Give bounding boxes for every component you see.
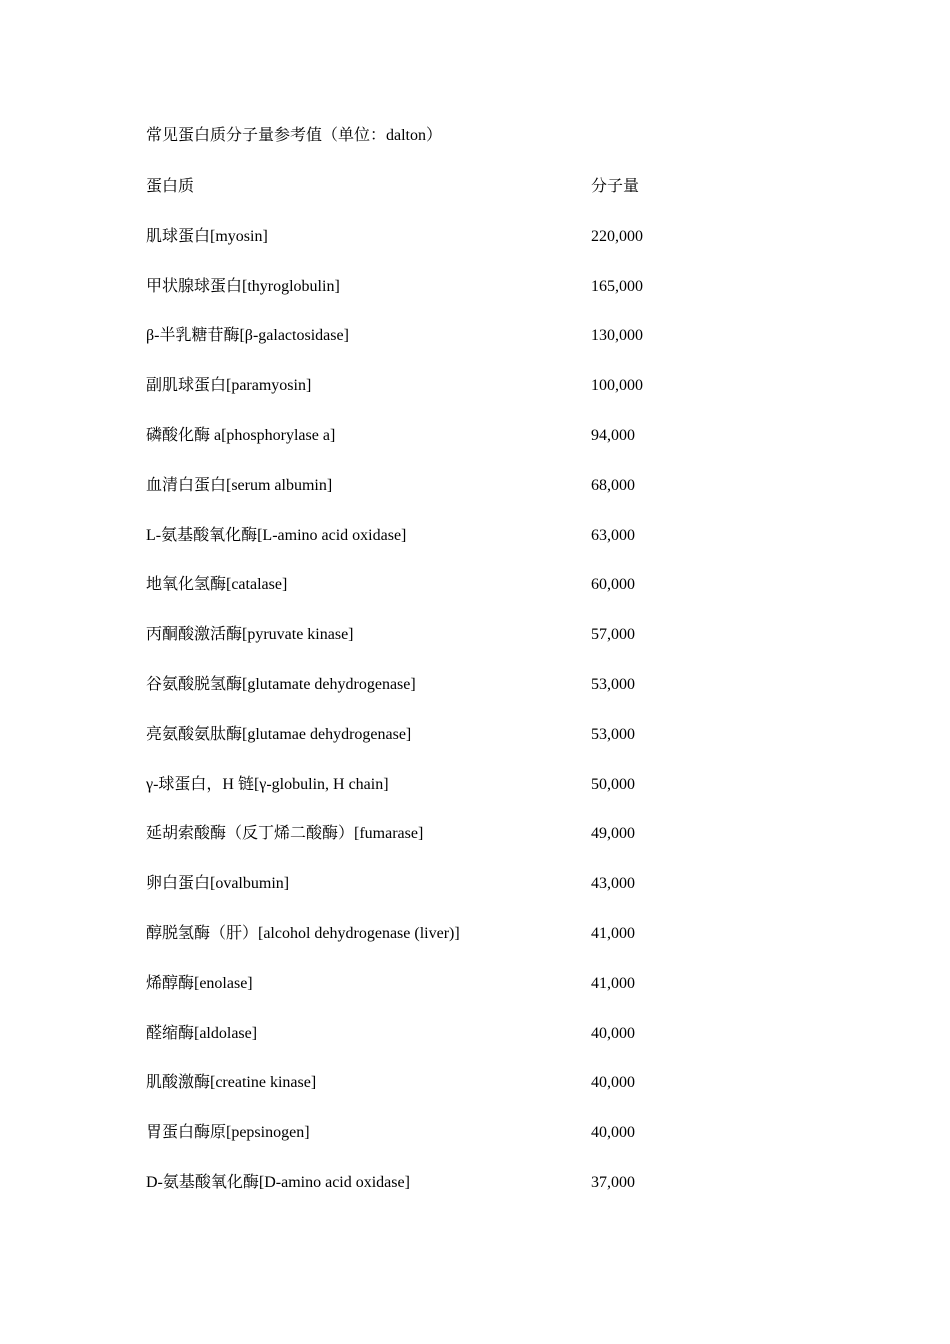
molecular-weight: 220,000: [591, 227, 643, 245]
protein-table: [146, 175, 706, 1221]
table-row: [146, 275, 706, 325]
protein-name: 磷酸化酶 a[phosphorylase a]: [146, 426, 336, 444]
protein-name: 醇脱氢酶（肝）[alcohol dehydrogenase (liver)]: [146, 924, 460, 942]
protein-name: 卵白蛋白[ovalbumin]: [146, 875, 290, 893]
table-row: [146, 623, 706, 673]
table-row: [146, 573, 706, 623]
protein-name: 副肌球蛋白[paramyosin]: [146, 377, 312, 395]
table-row: [146, 1171, 706, 1221]
protein-name: D-氨基酸氧化酶[D-amino acid oxidase]: [146, 1173, 410, 1191]
molecular-weight: 41,000: [591, 974, 635, 992]
molecular-weight: 53,000: [591, 675, 635, 693]
table-row: [146, 822, 706, 872]
document-title: 常见蛋白质分子量参考值（单位：dalton）: [146, 127, 442, 144]
protein-name: 血清白蛋白[serum albumin]: [146, 476, 333, 494]
table-row: [146, 424, 706, 474]
table-body: [146, 225, 706, 1221]
molecular-weight: 37,000: [591, 1173, 635, 1191]
protein-name: 肌球蛋白[myosin]: [146, 227, 268, 245]
table-row: [146, 773, 706, 823]
molecular-weight: 53,000: [591, 725, 635, 743]
table-row: [146, 1071, 706, 1121]
molecular-weight: 68,000: [591, 476, 635, 494]
table-row: [146, 474, 706, 524]
protein-name: 丙酮酸激活酶[pyruvate kinase]: [146, 626, 354, 644]
table-row: [146, 524, 706, 574]
table-row: [146, 324, 706, 374]
protein-name: 肌酸激酶[creatine kinase]: [146, 1074, 317, 1092]
molecular-weight: 94,000: [591, 426, 635, 444]
header-protein: 蛋白质: [146, 178, 195, 195]
protein-name: 烯醇酶[enolase]: [146, 974, 253, 992]
molecular-weight: 43,000: [591, 875, 635, 893]
protein-name: 醛缩酶[aldolase]: [146, 1024, 258, 1042]
molecular-weight: 63,000: [591, 526, 635, 544]
protein-name: 甲状腺球蛋白[thyroglobulin]: [146, 277, 340, 295]
molecular-weight: 49,000: [591, 825, 635, 843]
molecular-weight: 60,000: [591, 576, 635, 594]
table-row: [146, 1121, 706, 1171]
protein-name: 胃蛋白酶原[pepsinogen]: [146, 1124, 310, 1142]
table-row: [146, 225, 706, 275]
table-row: [146, 1022, 706, 1072]
molecular-weight: 41,000: [591, 924, 635, 942]
header-molecular-weight: 分子量: [591, 178, 640, 195]
protein-name: β-半乳糖苷酶[β-galactosidase]: [146, 327, 349, 345]
protein-name: 延胡索酸酶（反丁烯二酸酶）[fumarase]: [146, 825, 424, 843]
molecular-weight: 50,000: [591, 775, 635, 793]
molecular-weight: 40,000: [591, 1024, 635, 1042]
molecular-weight: 40,000: [591, 1074, 635, 1092]
protein-name: γ-球蛋白，H 链[γ-globulin, H chain]: [146, 775, 389, 793]
protein-name: 谷氨酸脱氢酶[glutamate dehydrogenase]: [146, 675, 416, 693]
protein-name: L-氨基酸氧化酶[L-amino acid oxidase]: [146, 526, 407, 544]
molecular-weight: 130,000: [591, 327, 643, 345]
table-row: [146, 872, 706, 922]
table-row: [146, 972, 706, 1022]
molecular-weight: 57,000: [591, 626, 635, 644]
table-row: [146, 922, 706, 972]
table-row: [146, 723, 706, 773]
protein-name: 地氧化氢酶[catalase]: [146, 576, 288, 594]
table-header-row: [146, 175, 706, 225]
molecular-weight: 165,000: [591, 277, 643, 295]
molecular-weight: 100,000: [591, 377, 643, 395]
table-row: [146, 374, 706, 424]
protein-name: 亮氨酸氨肽酶[glutamae dehydrogenase]: [146, 725, 412, 743]
table-row: [146, 673, 706, 723]
molecular-weight: 40,000: [591, 1124, 635, 1142]
